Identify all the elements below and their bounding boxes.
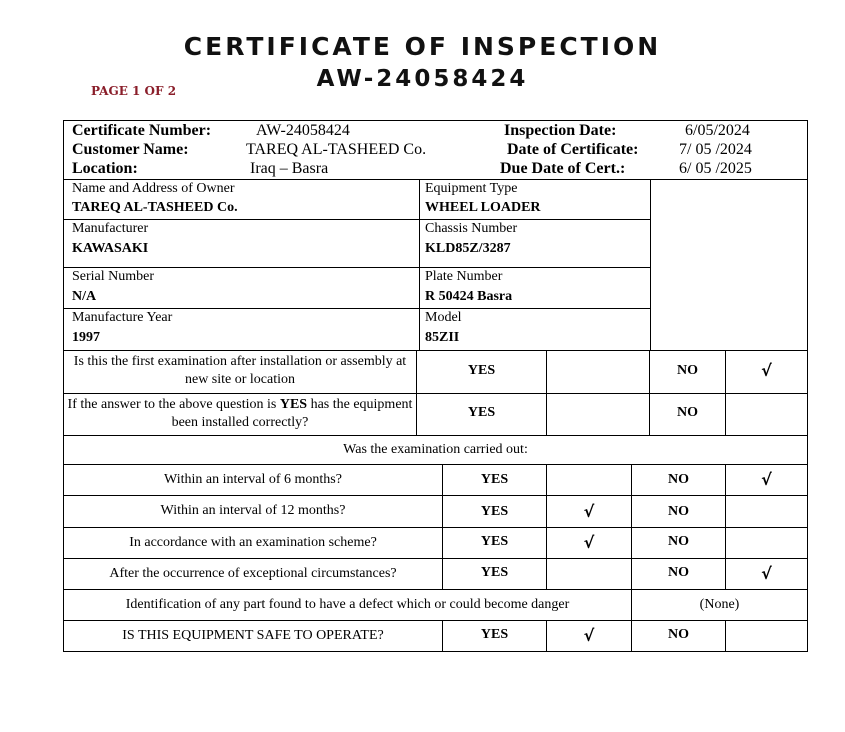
q2-text-bold: YES <box>279 397 308 412</box>
safe-yes: YES <box>480 627 509 642</box>
plate-number-label: Plate Number <box>425 269 503 284</box>
page-indicator: PAGE 1 OF 2 <box>91 84 177 98</box>
certificate-number-label: Certificate Number: <box>72 122 212 139</box>
inspection-date-value: 6/05/2024 <box>685 122 750 139</box>
scheme-yes-checkmark: √ <box>583 533 595 552</box>
due-date-label: Due Date of Cert.: <box>500 160 626 177</box>
i6-no: NO <box>668 472 689 487</box>
exceptional-no-checkmark: √ <box>761 564 772 583</box>
i12-no: NO <box>668 504 689 519</box>
manufacturer-value: KAWASAKI <box>72 241 149 256</box>
scheme-yes: YES <box>480 534 509 549</box>
model-label: Model <box>425 310 462 325</box>
i12-yes: YES <box>480 504 509 519</box>
question-exceptional-circumstances: After the occurrence of exceptional circumstances? <box>109 566 397 581</box>
q2-text-pre: If the answer to the above question is <box>67 397 280 412</box>
i6-yes: YES <box>480 472 509 487</box>
question-safe-to-operate: IS THIS EQUIPMENT SAFE TO OPERATE? <box>122 628 384 643</box>
plate-number-value: R 50424 Basra <box>425 289 513 304</box>
question-defect-identification: Identification of any part found to have a defect which or could become danger <box>125 597 570 612</box>
equipment-type-value: WHEEL LOADER <box>425 200 541 215</box>
model-value: 85ZII <box>425 330 460 345</box>
exceptional-no: NO <box>668 565 689 580</box>
customer-name-label: Customer Name: <box>72 141 189 158</box>
owner-label: Name and Address of Owner <box>72 181 235 196</box>
manufacture-year-label: Manufacture Year <box>72 310 173 325</box>
examination-carried-out-heading: Was the examination carried out: <box>343 442 528 457</box>
q1-no: NO <box>677 363 698 378</box>
question-first-examination: Is this the first examination after installation or assembly at new site or location <box>73 354 407 387</box>
manufacturer-label: Manufacturer <box>72 221 149 236</box>
date-of-certificate-value: 7/ 05 /2024 <box>679 141 752 158</box>
equipment-type-label: Equipment Type <box>425 181 518 196</box>
q1-no-checkmark: √ <box>761 361 772 380</box>
question-installed-correctly <box>64 396 416 432</box>
q2-text-post: has the equipment been installed correctly? <box>171 397 413 430</box>
location-value: Iraq – Basra <box>250 160 329 177</box>
q2-yes: YES <box>467 405 496 420</box>
date-of-certificate-label: Date of Certificate: <box>507 141 639 158</box>
customer-name-value: TAREQ AL-TASHEED Co. <box>246 141 427 158</box>
defect-answer: (None) <box>699 597 740 612</box>
question-12-months: Within an interval of 12 months? <box>160 503 346 518</box>
i6-no-checkmark: √ <box>761 470 772 489</box>
certificate-number-value: AW-24058424 <box>256 122 350 139</box>
q1-yes: YES <box>467 363 496 378</box>
certificate-id-heading: AW-24058424 <box>316 66 529 92</box>
question-examination-scheme: In accordance with an examination scheme? <box>129 535 377 550</box>
due-date-value: 6/ 05 /2025 <box>679 160 752 177</box>
q2-no: NO <box>677 405 698 420</box>
i12-yes-checkmark: √ <box>583 502 595 521</box>
scheme-no: NO <box>668 534 689 549</box>
inspection-date-label: Inspection Date: <box>504 122 617 139</box>
owner-value: TAREQ AL-TASHEED Co. <box>72 200 238 215</box>
serial-number-value: N/A <box>72 289 97 304</box>
question-6-months: Within an interval of 6 months? <box>164 472 342 487</box>
chassis-number-value: KLD85Z/3287 <box>425 241 511 256</box>
safe-yes-checkmark: √ <box>583 626 595 645</box>
exceptional-yes: YES <box>480 565 509 580</box>
serial-number-label: Serial Number <box>72 269 155 284</box>
chassis-number-label: Chassis Number <box>425 221 518 236</box>
safe-no: NO <box>668 627 689 642</box>
manufacture-year-value: 1997 <box>72 330 100 345</box>
document-title: CERTIFICATE OF INSPECTION <box>183 32 662 61</box>
location-label: Location: <box>72 160 138 177</box>
